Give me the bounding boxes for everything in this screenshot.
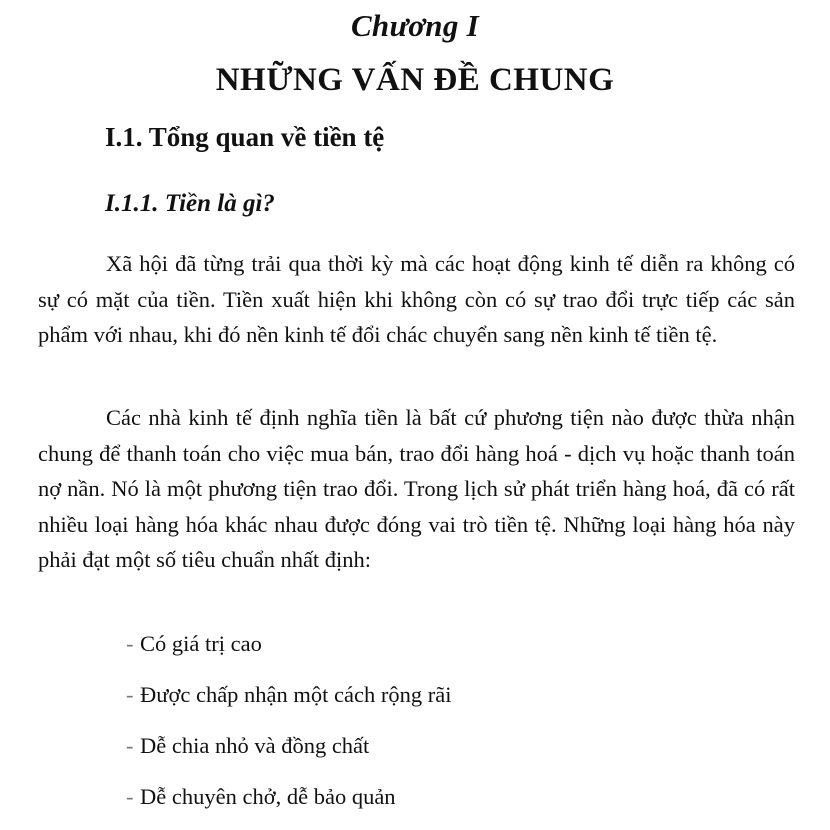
list-dash-marker: -: [126, 682, 134, 707]
list-dash-marker: -: [126, 631, 134, 656]
list-item-text: Dễ chia nhỏ và đồng chất: [140, 733, 370, 758]
list-dash-marker: -: [126, 733, 134, 758]
chapter-label: Chương I: [350, 8, 480, 43]
paragraph-money-definition: Các nhà kinh tế định nghĩa tiền là bất cứ phương tiện nào được thừa nhận chung để thanh toán cho việc mua bán, trao đổi hàng hoá - dịch vụ hoặc thanh toán nợ nần. Nó là một phương tiện trao đổi. Trong lịch sử phát triển hàng hoá, đã có rất nhiều loại hàng hóa khác nhau được đóng vai trò tiền tệ. Những loại hàng hóa này phải đạt một số tiêu chuẩn nhất định:: [38, 405, 795, 572]
list-item: [126, 626, 451, 677]
list-item-text: Được chấp nhận một cách rộng rãi: [140, 682, 452, 707]
list-item-text: Có giá trị cao: [140, 631, 262, 656]
paragraph-history-of-money: Xã hội đã từng trải qua thời kỳ mà các hoạt động kinh tế diễn ra không có sự có mặt của tiền. Tiền xuất hiện khi không còn có sự trao đổi trực tiếp các sản phẩm với nhau, khi đó nền kinh tế đổi chác chuyển sang nền kinh tế tiền tệ.: [38, 251, 795, 347]
chapter-title: NHỮNG VẤN ĐỀ CHUNG: [215, 62, 615, 98]
list-item-text: Dễ chuyên chở, dễ bảo quản: [140, 784, 396, 809]
subsection-title: I.1.1. Tiền là gì?: [105, 190, 275, 217]
list-item: [126, 779, 451, 830]
section-title: I.1. Tổng quan về tiền tệ: [105, 122, 385, 152]
money-criteria-list: [126, 626, 451, 830]
list-item: [126, 677, 451, 728]
list-dash-marker: -: [126, 784, 134, 809]
list-item: [126, 728, 451, 779]
